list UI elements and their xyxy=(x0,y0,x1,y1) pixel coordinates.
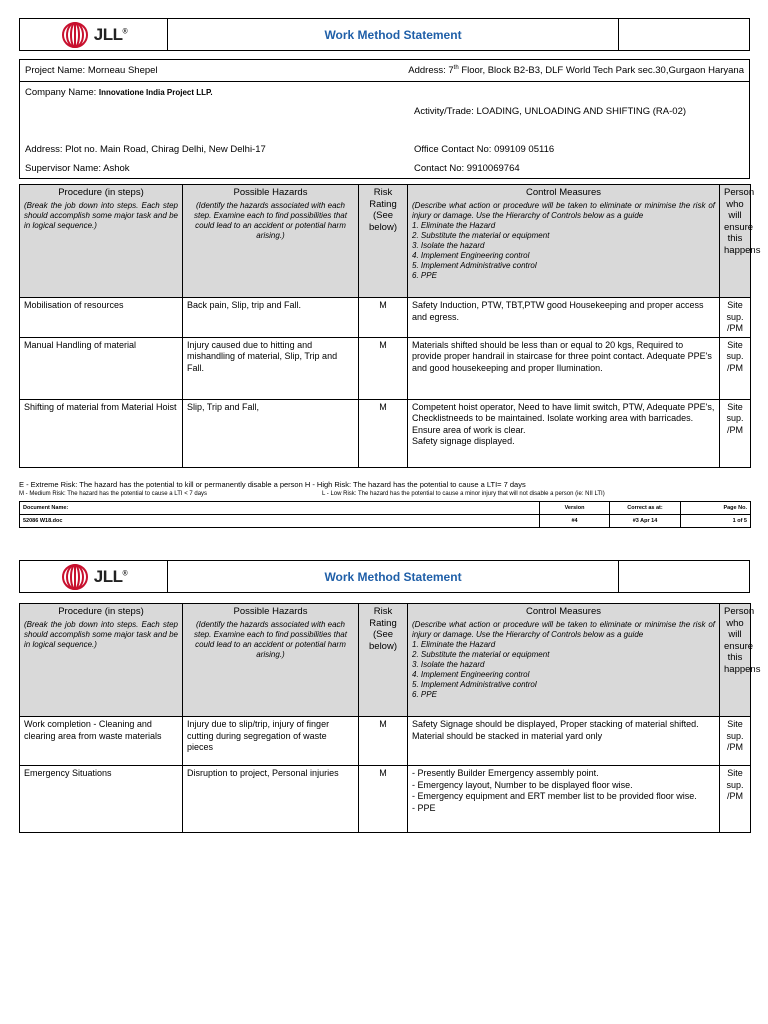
logo-text: JLL® xyxy=(93,566,128,586)
page-title: Work Method Statement xyxy=(168,561,619,592)
header-blank-cell xyxy=(619,19,749,50)
header-blank-cell xyxy=(619,561,749,592)
risk-cell: M xyxy=(359,717,408,766)
procedure-cell: Work completion - Cleaning and clearing area from waste materials xyxy=(20,717,183,766)
table-row xyxy=(20,766,751,833)
page-no-label: Page No. xyxy=(681,502,751,515)
person-cell: Site sup. /PM xyxy=(720,399,751,467)
table-row xyxy=(20,399,751,467)
footer-label-row xyxy=(20,502,751,515)
hierarchy-list: 1. Eliminate the Hazard 2. Substitute the material or equipment 3. Isolate the hazard 4. Implement Engineering control 5. Implement Administrative control 6. PPE xyxy=(412,220,550,280)
table-header-row xyxy=(20,604,751,717)
project-row xyxy=(20,60,749,82)
hierarchy-list: 1. Eliminate the Hazard 2. Substitute the material or equipment 3. Isolate the hazard 4. Implement Engineering control 5. Implement Administrative control 6. PPE xyxy=(412,639,550,699)
procedure-cell: Shifting of material from Material Hoist xyxy=(20,399,183,467)
hazards-cell: Injury due to slip/trip, injury of finger cutting during segregation of waste pieces xyxy=(183,717,359,766)
supervisor-name: Supervisor Name: Ashok xyxy=(25,163,130,174)
risk-legend-low: L - Low Risk: The hazard has the potential to cause a minor injury that will not disable a person (ie: NII LTI) xyxy=(322,491,605,497)
logo xyxy=(20,19,168,50)
hazards-cell: Disruption to project, Personal injuries xyxy=(183,766,359,833)
doc-name-value: 52086 W18.doc xyxy=(20,515,540,528)
procedure-cell: Emergency Situations xyxy=(20,766,183,833)
person-cell: Site sup. /PM xyxy=(720,298,751,338)
page-title: Work Method Statement xyxy=(168,19,619,50)
table-header-row xyxy=(20,185,751,298)
risk-header: Risk Rating (See below) xyxy=(359,604,408,717)
risk-cell: M xyxy=(359,337,408,399)
procedure-header: Procedure (in steps) (Break the job down into steps. Each step should accomplish some major task and be in logical sequence.) xyxy=(20,604,183,717)
control-cell: Safety Signage should be displayed, Proper stacking of material shifted. Material should be stacked in material yard only xyxy=(408,717,720,766)
method-table-page1 xyxy=(19,184,761,468)
risk-cell: M xyxy=(359,766,408,833)
page-no-value: 1 of 5 xyxy=(681,515,751,528)
project-info xyxy=(19,59,750,179)
procedure-header: Procedure (in steps) (Break the job down into steps. Each step should accomplish some major task and be in logical sequence.) xyxy=(20,185,183,298)
contact-number: Contact No: 9910069764 xyxy=(414,163,520,174)
page2-header xyxy=(19,560,750,593)
hazards-header: Possible Hazards (Identify the hazards associated with each step. Examine each to find possibilities that could lead to an accident or potential harm arising.) xyxy=(183,185,359,298)
procedure-cell: Manual Handling of material xyxy=(20,337,183,399)
hazards-cell: Injury caused due to hitting and mishandling of material, Slip, Trip and Fall. xyxy=(183,337,359,399)
person-header: Person who will ensure this happens xyxy=(720,185,751,298)
correct-as-at-value: #3 Apr 14 xyxy=(610,515,681,528)
control-cell: Materials shifted should be less than or equal to 20 kgs, Required to provide proper handrail in staircase for three point contact. Adequate PPE's and good housekeeping and proper Ilumination. xyxy=(408,337,720,399)
hazards-cell: Slip, Trip and Fall, xyxy=(183,399,359,467)
control-cell: Competent hoist operator, Need to have limit switch, PTW, Adequate PPE's, Checklistneeds to be maintained. Isolate working area with barricades. Ensure area of work is clear. Safety signage displayed. xyxy=(408,399,720,467)
jll-logo-icon xyxy=(60,22,90,48)
logo xyxy=(20,561,168,592)
risk-header: Risk Rating (See below) xyxy=(359,185,408,298)
person-cell: Site sup. /PM xyxy=(720,337,751,399)
footer-value-row xyxy=(20,515,751,528)
office-contact: Office Contact No: 099109 05116 xyxy=(414,144,555,155)
activity-trade: Activity/Trade: LOADING, UNLOADING AND SHIFTING (RA-02) xyxy=(414,106,687,117)
document-footer xyxy=(19,501,751,528)
doc-name-label: Document Name: xyxy=(20,502,540,515)
control-cell: Safety Induction, PTW, TBT,PTW good Housekeeping and proper access and egress. xyxy=(408,298,720,338)
version-value: #4 xyxy=(540,515,610,528)
control-header: Control Measures (Describe what action or procedure will be taken to eliminate or minimise the risk of injury or damage. Use the Hierarchy of Controls below as a guide 1. Eliminate the Hazard 2. Substitute the material or equipment 3. Isolate the hazard 4. Implement Engineering control 5. Implement Administrative control 6. PPE xyxy=(408,604,720,717)
table-row xyxy=(20,717,751,766)
person-cell: Site sup. /PM xyxy=(720,717,751,766)
risk-legend-line1: E - Extreme Risk: The hazard has the potential to kill or permanently disable a person H - High Risk: The hazard has the potential to cause a LTI= 7 days xyxy=(19,480,526,489)
project-address: Address: 7th Floor, Block B2-B3, DLF World Tech Park sec.30,Gurgaon Haryana xyxy=(408,64,744,77)
table-row xyxy=(20,337,751,399)
hazards-cell: Back pain, Slip, trip and Fall. xyxy=(183,298,359,338)
company-name: Company Name: Innovatione India Project LLP. xyxy=(25,87,213,98)
risk-legend-medium: M - Medium Risk: The hazard has the potential to cause a LTI < 7 days xyxy=(19,491,208,497)
person-cell: Site sup. /PM xyxy=(720,766,751,833)
control-header: Control Measures (Describe what action or procedure will be taken to eliminate or minimise the risk of injury or damage. Use the Hierarchy of Controls below as a guide 1. Eliminate the Hazard 2. Substitute the material or equipment 3. Isolate the hazard 4. Implement Engineering control 5. Implement Administrative control 6. PPE xyxy=(408,185,720,298)
method-table-page2 xyxy=(19,603,761,833)
control-cell: - Presently Builder Emergency assembly point. - Emergency layout, Number to be displayed floor wise. - Emergency equipment and ERT member list to be provided floor wise. - PPE xyxy=(408,766,720,833)
table-row xyxy=(20,298,751,338)
hazards-header: Possible Hazards (Identify the hazards associated with each step. Examine each to find possibilities that could lead to an accident or potential harm arising.) xyxy=(183,604,359,717)
person-header: Person who will ensure this happens xyxy=(720,604,751,717)
risk-cell: M xyxy=(359,399,408,467)
procedure-cell: Mobilisation of resources xyxy=(20,298,183,338)
company-address: Address: Plot no. Main Road, Chirag Delhi, New Delhi-17 xyxy=(25,144,266,155)
project-name: Project Name: Morneau Shepel xyxy=(25,65,158,76)
logo-text: JLL® xyxy=(93,24,128,44)
correct-as-at-label: Correct as at: xyxy=(610,502,681,515)
jll-logo-icon xyxy=(60,564,90,590)
version-label: Version xyxy=(540,502,610,515)
page1-header xyxy=(19,18,750,51)
risk-cell: M xyxy=(359,298,408,338)
